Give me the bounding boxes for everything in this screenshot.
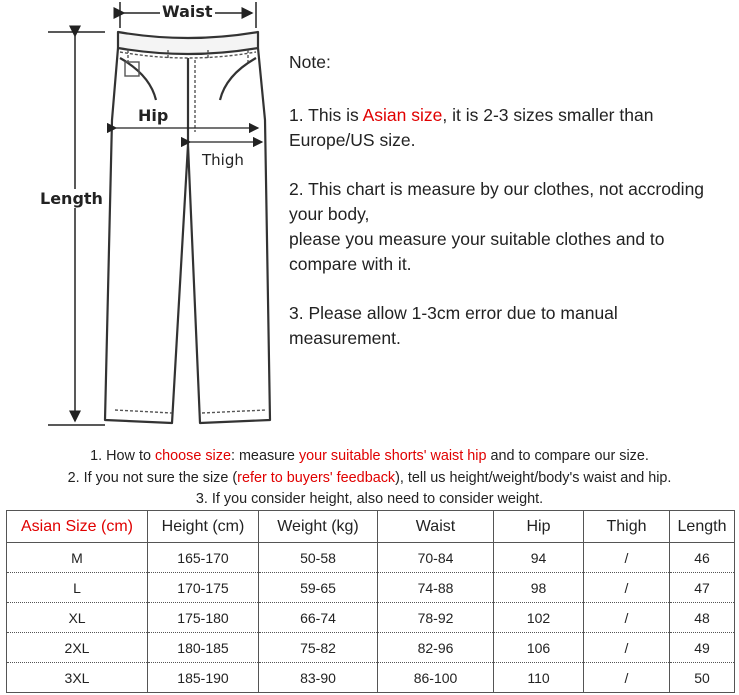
pants-diagram bbox=[0, 0, 285, 440]
hip-label: Hip bbox=[138, 106, 169, 125]
waist-label: Waist bbox=[162, 2, 213, 21]
table-row bbox=[7, 543, 735, 573]
header-length: Length bbox=[670, 511, 735, 543]
instruction-3-text: 3. If you consider height, also need to consider weight. bbox=[195, 491, 544, 507]
pants-outline bbox=[105, 32, 270, 423]
cell-length: 48 bbox=[670, 603, 735, 633]
note-3 bbox=[289, 301, 729, 351]
cell-thigh: / bbox=[584, 663, 670, 693]
cell-weight: 59-65 bbox=[259, 573, 378, 603]
thigh-label: Thigh bbox=[202, 151, 244, 169]
cell-hip: 106 bbox=[494, 633, 584, 663]
cell-size: L bbox=[7, 573, 148, 603]
instruction-2-highlight: refer to buyers' feedback bbox=[237, 469, 396, 486]
cell-weight: 50-58 bbox=[259, 543, 378, 573]
table-header-row bbox=[7, 511, 735, 543]
cell-thigh: / bbox=[584, 603, 670, 633]
note-1-number: 1. bbox=[289, 105, 304, 125]
cell-waist: 78-92 bbox=[378, 603, 494, 633]
cell-height: 185-190 bbox=[148, 663, 259, 693]
cell-height: 180-185 bbox=[148, 633, 259, 663]
note-1 bbox=[289, 103, 729, 153]
instruction-1-text: and to compare our size. bbox=[486, 448, 649, 464]
cell-weight: 75-82 bbox=[259, 633, 378, 663]
instruction-1 bbox=[0, 446, 739, 468]
instruction-1-highlight: your suitable shorts' waist hip bbox=[298, 448, 487, 464]
instruction-1-text: : measure bbox=[230, 448, 299, 464]
header-waist: Waist bbox=[378, 511, 494, 543]
note-2-line-1: This chart is measure by our clothes, not accroding your body, bbox=[289, 179, 705, 224]
table-row bbox=[7, 663, 735, 693]
instruction-1-highlight: choose size bbox=[154, 448, 231, 464]
note-2 bbox=[289, 177, 729, 277]
cell-thigh: / bbox=[584, 543, 670, 573]
instruction-2-text: ), tell us height/weight/body's waist and hip. bbox=[395, 469, 672, 486]
note-2-number: 2. bbox=[289, 179, 304, 199]
instruction-2 bbox=[0, 468, 739, 490]
cell-length: 46 bbox=[670, 543, 735, 573]
notes-section bbox=[289, 50, 729, 375]
cell-size: 3XL bbox=[7, 663, 148, 693]
pants-details bbox=[115, 50, 266, 413]
cell-hip: 94 bbox=[494, 543, 584, 573]
header-thigh: Thigh bbox=[584, 511, 670, 543]
note-3-text: Please allow 1-3cm error due to manual measurement. bbox=[289, 303, 618, 348]
size-table bbox=[6, 510, 735, 693]
table-row bbox=[7, 603, 735, 633]
cell-waist: 74-88 bbox=[378, 573, 494, 603]
note-1-text: This is bbox=[308, 105, 363, 125]
cell-size: XL bbox=[7, 603, 148, 633]
note-1-highlight: Asian size bbox=[362, 105, 443, 125]
cell-waist: 70-84 bbox=[378, 543, 494, 573]
note-1-text-end: , it is 2-3 sizes smaller than Europe/US size. bbox=[289, 105, 654, 150]
table-row bbox=[7, 573, 735, 603]
cell-length: 50 bbox=[670, 663, 735, 693]
header-size: Asian Size (cm) bbox=[7, 511, 148, 543]
cell-weight: 66-74 bbox=[259, 603, 378, 633]
cell-hip: 110 bbox=[494, 663, 584, 693]
cell-hip: 102 bbox=[494, 603, 584, 633]
cell-weight: 83-90 bbox=[259, 663, 378, 693]
cell-thigh: / bbox=[584, 633, 670, 663]
cell-height: 165-170 bbox=[148, 543, 259, 573]
instruction-1-text: 1. How to bbox=[90, 448, 155, 464]
cell-hip: 98 bbox=[494, 573, 584, 603]
cell-length: 49 bbox=[670, 633, 735, 663]
instruction-2-text: 2. If you not sure the size ( bbox=[67, 469, 238, 486]
cell-size: 2XL bbox=[7, 633, 148, 663]
instructions bbox=[0, 446, 739, 511]
table-row bbox=[7, 633, 735, 663]
header-hip: Hip bbox=[494, 511, 584, 543]
cell-waist: 82-96 bbox=[378, 633, 494, 663]
header-weight: Weight (kg) bbox=[259, 511, 378, 543]
cell-height: 170-175 bbox=[148, 573, 259, 603]
length-label: Length bbox=[40, 189, 103, 208]
cell-thigh: / bbox=[584, 573, 670, 603]
note-2-line-2: please you measure your suitable clothes and to compare with it. bbox=[289, 229, 665, 274]
notes-title: Note: bbox=[289, 52, 331, 72]
cell-height: 175-180 bbox=[148, 603, 259, 633]
cell-waist: 86-100 bbox=[378, 663, 494, 693]
instruction-3 bbox=[0, 489, 739, 511]
note-3-number: 3. bbox=[289, 303, 304, 323]
pants-drawing bbox=[0, 0, 285, 440]
cell-length: 47 bbox=[670, 573, 735, 603]
cell-size: M bbox=[7, 543, 148, 573]
header-height: Height (cm) bbox=[148, 511, 259, 543]
